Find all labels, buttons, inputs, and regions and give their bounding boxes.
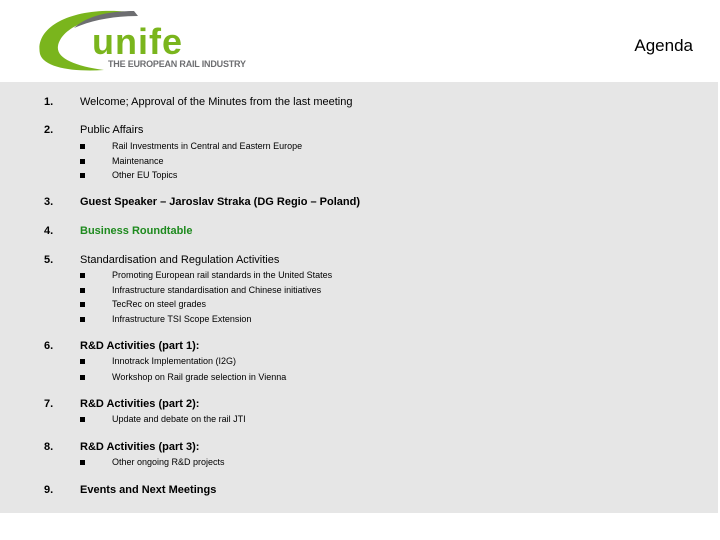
agenda-item-number: 8.: [44, 441, 54, 453]
agenda-subitem-label: Infrastructure TSI Scope Extension: [112, 313, 252, 324]
square-bullet-icon: [80, 302, 85, 307]
agenda-item-number: 6.: [44, 340, 54, 352]
agenda-item-number: 1.: [44, 96, 54, 108]
agenda-item-label: R&D Activities (part 1):: [80, 340, 200, 352]
agenda-item-number: 3.: [44, 196, 54, 208]
agenda-subitem-label: Update and debate on the rail JTI: [112, 414, 246, 424]
logo-tagline: THE EUROPEAN RAIL INDUSTRY: [108, 59, 246, 69]
agenda-subitem-label: TecRec on steel grades: [112, 299, 207, 309]
agenda-item-number: 2.: [44, 124, 54, 136]
agenda-item-label: R&D Activities (part 3):: [80, 441, 200, 453]
square-bullet-icon: [80, 460, 85, 465]
header: [0, 0, 720, 82]
logo-wordmark: unife: [92, 21, 183, 62]
agenda-item-label: Guest Speaker – Jaroslav Straka (DG Regio – Poland): [80, 196, 360, 208]
agenda-item-number: 4.: [44, 225, 54, 237]
square-bullet-icon: [80, 173, 85, 178]
agenda-item-number: 9.: [44, 484, 54, 496]
agenda-item-label: R&D Activities (part 2):: [80, 398, 200, 410]
agenda-subitem-label: Rail Investments in Central and Eastern Europe: [112, 141, 303, 151]
agenda-subitem-label: Innotrack Implementation (I2G): [112, 356, 237, 366]
square-bullet-icon: [80, 417, 85, 422]
square-bullet-icon: [80, 288, 85, 293]
agenda-subitem-label: Other EU Topics: [112, 170, 178, 180]
agenda-item-label: Business Roundtable: [80, 225, 193, 237]
agenda-subitem-label: Workshop on Rail grade selection in Vienna: [112, 371, 287, 382]
page-title: Agenda: [634, 36, 693, 55]
square-bullet-icon: [80, 375, 85, 380]
agenda-item-number: 7.: [44, 398, 54, 410]
square-bullet-icon: [80, 359, 85, 364]
unife-logo: [34, 6, 254, 76]
agenda-subitem-label: Maintenance: [112, 155, 164, 166]
agenda-item-label: Public Affairs: [80, 124, 144, 136]
square-bullet-icon: [80, 144, 85, 149]
agenda-item-label: Welcome; Approval of the Minutes from the last meeting: [80, 96, 353, 108]
square-bullet-icon: [80, 317, 85, 322]
square-bullet-icon: [80, 273, 85, 278]
agenda-subitem-label: Other ongoing R&D projects: [112, 457, 225, 467]
agenda-item-number: 5.: [44, 254, 54, 266]
agenda-item-label: Events and Next Meetings: [80, 484, 217, 496]
square-bullet-icon: [80, 159, 85, 164]
agenda-subitem-label: Promoting European rail standards in the United States: [112, 270, 333, 280]
agenda-subitem-label: Infrastructure standardisation and Chinese initiatives: [112, 284, 322, 295]
agenda-item-label: Standardisation and Regulation Activities: [80, 254, 280, 266]
